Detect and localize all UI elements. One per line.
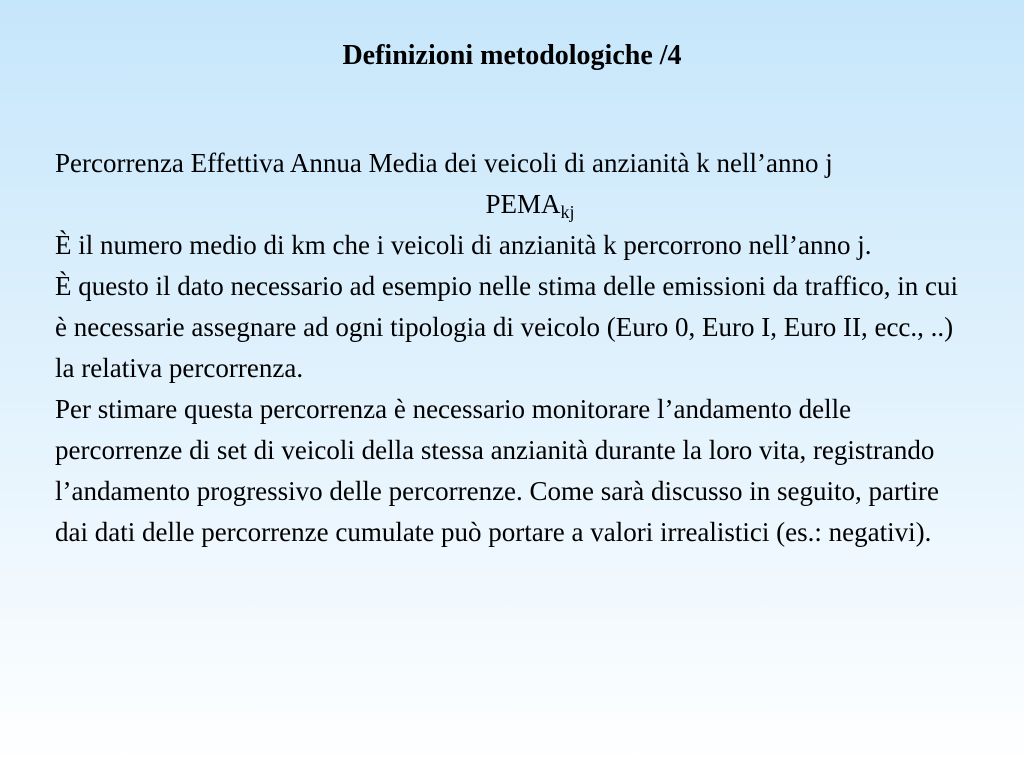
paragraph-usage: È questo il dato necessario ad esempio nelle stima delle emissioni da traffico, in cui è necessarie assegnare ad ogni tipologia di veicolo (Euro 0, Euro I, Euro II, ecc., ..) la relativa percorrenza. (55, 271, 958, 383)
formula-base: PEMA (485, 189, 561, 219)
slide-body (55, 143, 975, 553)
definition-term: Percorrenza Effettiva Annua Media dei veicoli di anzianità k nell’anno j (55, 148, 833, 178)
paragraph-definition: È il numero medio di km che i veicoli di anzianità k percorrono nell’anno j. (55, 230, 872, 260)
formula-subscript: kj (560, 202, 575, 222)
paragraph-method: Per stimare questa percorrenza è necessario monitorare l’andamento delle percorrenze di set di veicoli della stessa anzianità durante la loro vita, registrando l’andamento progressivo delle percorrenze. Come sarà discusso in seguito, partire dai dati delle percorrenze cumulate può portare a valori irrealistici (es.: negativi). (55, 394, 939, 547)
formula (55, 184, 975, 225)
slide-title: Definizioni metodologiche /4 (342, 40, 682, 71)
